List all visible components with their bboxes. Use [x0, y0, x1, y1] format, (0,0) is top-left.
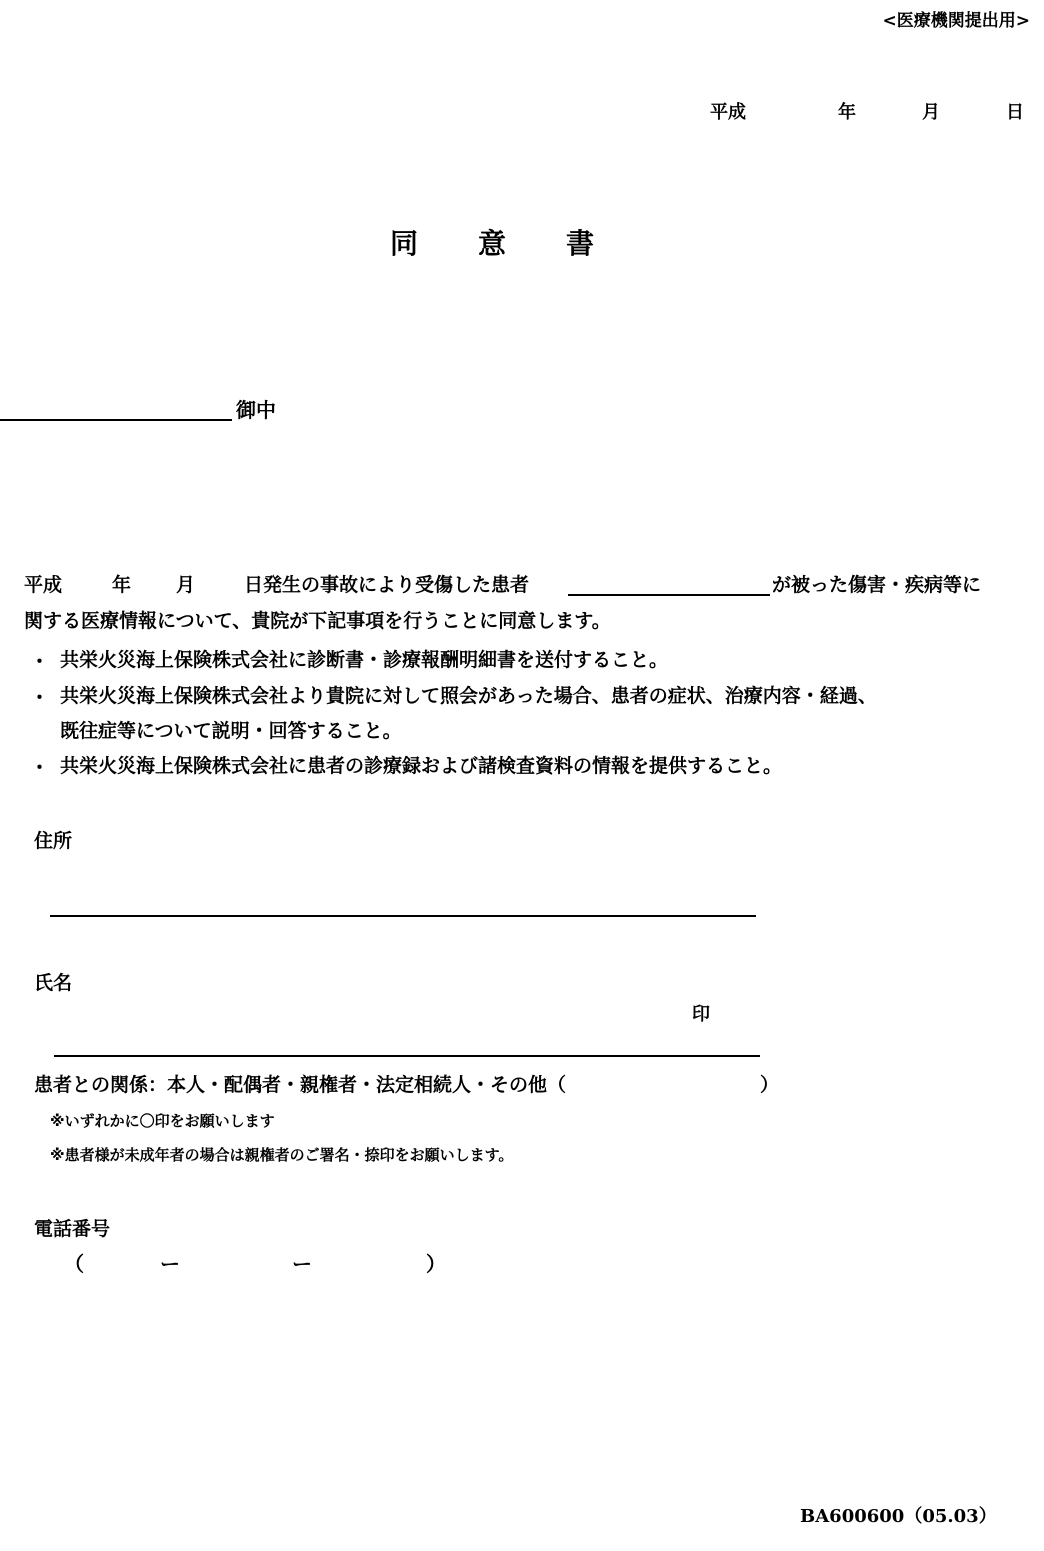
- date-day-suffix: 日: [1006, 102, 1024, 123]
- name-field-line[interactable]: [54, 1055, 760, 1057]
- name-label: 氏名: [34, 972, 73, 994]
- consent-text-after-patient: が被った傷害・疾病等に: [772, 574, 982, 596]
- form-header-note: <医療機関提出用>: [882, 11, 1030, 31]
- consent-text-before-patient: 日発生の事故により受傷した患者: [244, 574, 530, 596]
- patient-name-blank-line: [568, 594, 770, 596]
- addressee-blank-line: [0, 419, 232, 421]
- phone-close-paren: ）: [426, 1252, 446, 1276]
- address-field-line[interactable]: [50, 915, 756, 917]
- accident-date-year: 年: [112, 574, 132, 596]
- phone-dash: ー: [292, 1252, 312, 1276]
- bullet-dot: ・: [30, 757, 50, 779]
- addressee-suffix: 御中: [236, 398, 276, 422]
- phone-open-paren: （: [64, 1252, 84, 1276]
- accident-date-era: 平成: [24, 574, 63, 596]
- document-title: 同意書: [390, 227, 655, 260]
- note-minor-guardian: ※患者様が未成年者の場合は親権者のご署名・捺印をお願いします。: [50, 1146, 514, 1164]
- note-circle-instruction: ※いずれかに〇印をお願いします: [50, 1112, 275, 1130]
- phone-dash: ー: [160, 1252, 180, 1276]
- consent-item-answer-inquiry: 共栄火災海上保険株式会社より貴院に対して照会があった場合、患者の症状、治療内容・経過、: [60, 685, 877, 707]
- date-era: 平成: [710, 102, 746, 123]
- seal-mark: 印: [692, 1004, 710, 1025]
- relationship-options: 患者との関係：本人・配偶者・親権者・法定相続人・その他（: [34, 1074, 567, 1096]
- bullet-dot: ・: [30, 651, 50, 673]
- form-code: BA600600（05.03）: [800, 1506, 997, 1527]
- consent-item-send-certificate: 共栄火災海上保険株式会社に診断書・診療報酬明細書を送付すること。: [60, 649, 669, 671]
- relationship-other-close-paren: ）: [760, 1074, 780, 1096]
- consent-text-line-2: 関する医療情報について、貴院が下記事項を行うことに同意します。: [24, 610, 611, 632]
- date-month-suffix: 月: [922, 102, 940, 123]
- accident-date-month: 月: [176, 574, 196, 596]
- consent-item-answer-inquiry-continued: 既往症等について説明・回答すること。: [60, 720, 402, 742]
- bullet-dot: ・: [30, 687, 50, 709]
- date-year-suffix: 年: [838, 102, 856, 123]
- phone-label: 電話番号: [34, 1218, 111, 1240]
- consent-item-provide-records: 共栄火災海上保険株式会社に患者の診療録および諸検査資料の情報を提供すること。: [60, 755, 783, 777]
- address-label: 住所: [34, 830, 73, 852]
